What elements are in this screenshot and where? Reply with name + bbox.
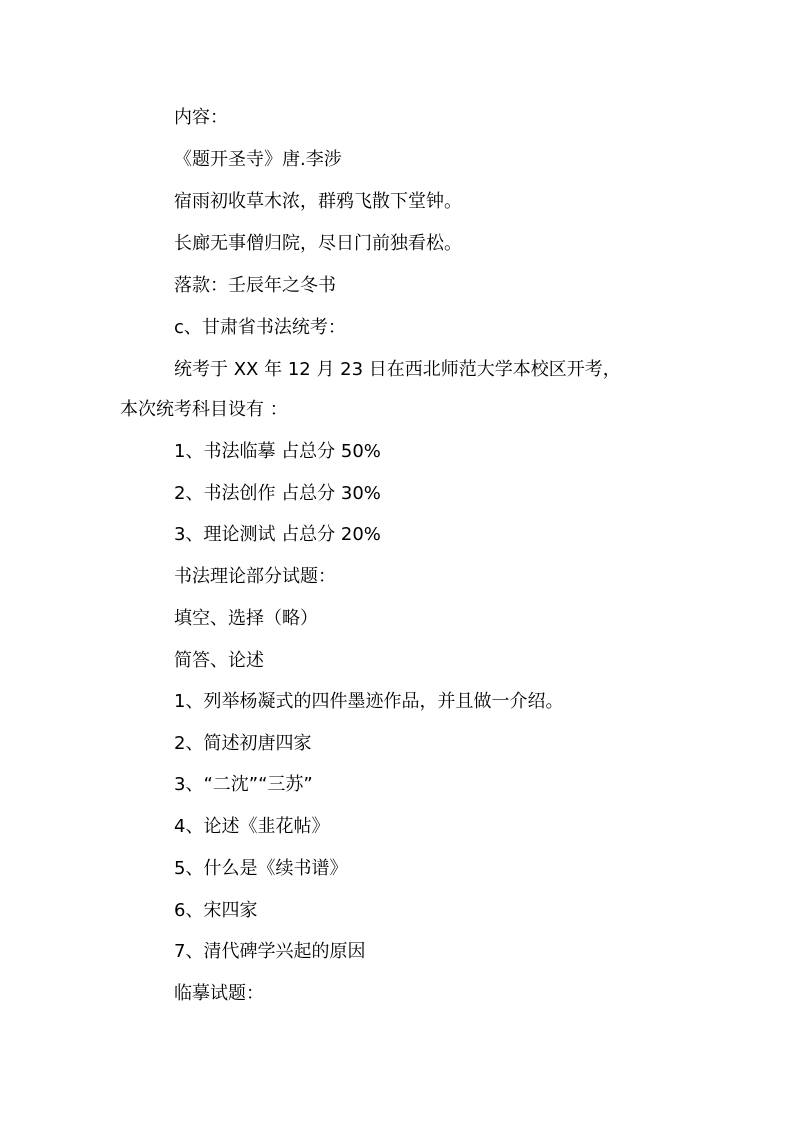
- exam-intro-line-2: 本次统考科目设有 ：: [120, 399, 288, 420]
- inscription-line: 落款：壬辰年之冬书: [174, 275, 336, 296]
- copying-heading: 临摹试题：: [174, 983, 264, 1004]
- subject-item-1: 1、书法临摹 占总分 50%: [174, 441, 381, 462]
- short-answer-heading: 简答、论述: [174, 650, 264, 671]
- theory-heading: 书法理论部分试题：: [174, 566, 336, 587]
- poem-line-2: 长廊无事僧归院，尽日门前独看松。: [174, 233, 462, 254]
- question-1: 1、列举杨凝式的四件墨迹作品，并且做一介绍。: [174, 691, 564, 712]
- subject-item-3: 3、理论测试 占总分 20%: [174, 524, 381, 545]
- question-3: 3、“二沈”“三苏”: [174, 774, 313, 795]
- question-7: 7、清代碑学兴起的原因: [174, 941, 366, 962]
- exam-intro-line-1: 统考于 XX 年 12 月 23 日在西北师范大学本校区开考，: [174, 359, 621, 380]
- poem-line-1: 宿雨初收草木浓，群鸦飞散下堂钟。: [174, 191, 462, 212]
- content-label: 内容：: [174, 107, 228, 128]
- question-4: 4、论述《韭花帖》: [174, 816, 330, 837]
- section-heading-gansu: c、甘肃省书法统考：: [174, 317, 346, 338]
- question-5: 5、什么是《续书谱》: [174, 858, 348, 879]
- fill-choice-line: 填空、选择（略）: [174, 608, 318, 629]
- poem-title: 《题开圣寺》唐.李涉: [174, 149, 342, 170]
- question-6: 6、宋四家: [174, 900, 258, 921]
- subject-item-2: 2、书法创作 占总分 30%: [174, 483, 381, 504]
- question-2: 2、简述初唐四家: [174, 733, 312, 754]
